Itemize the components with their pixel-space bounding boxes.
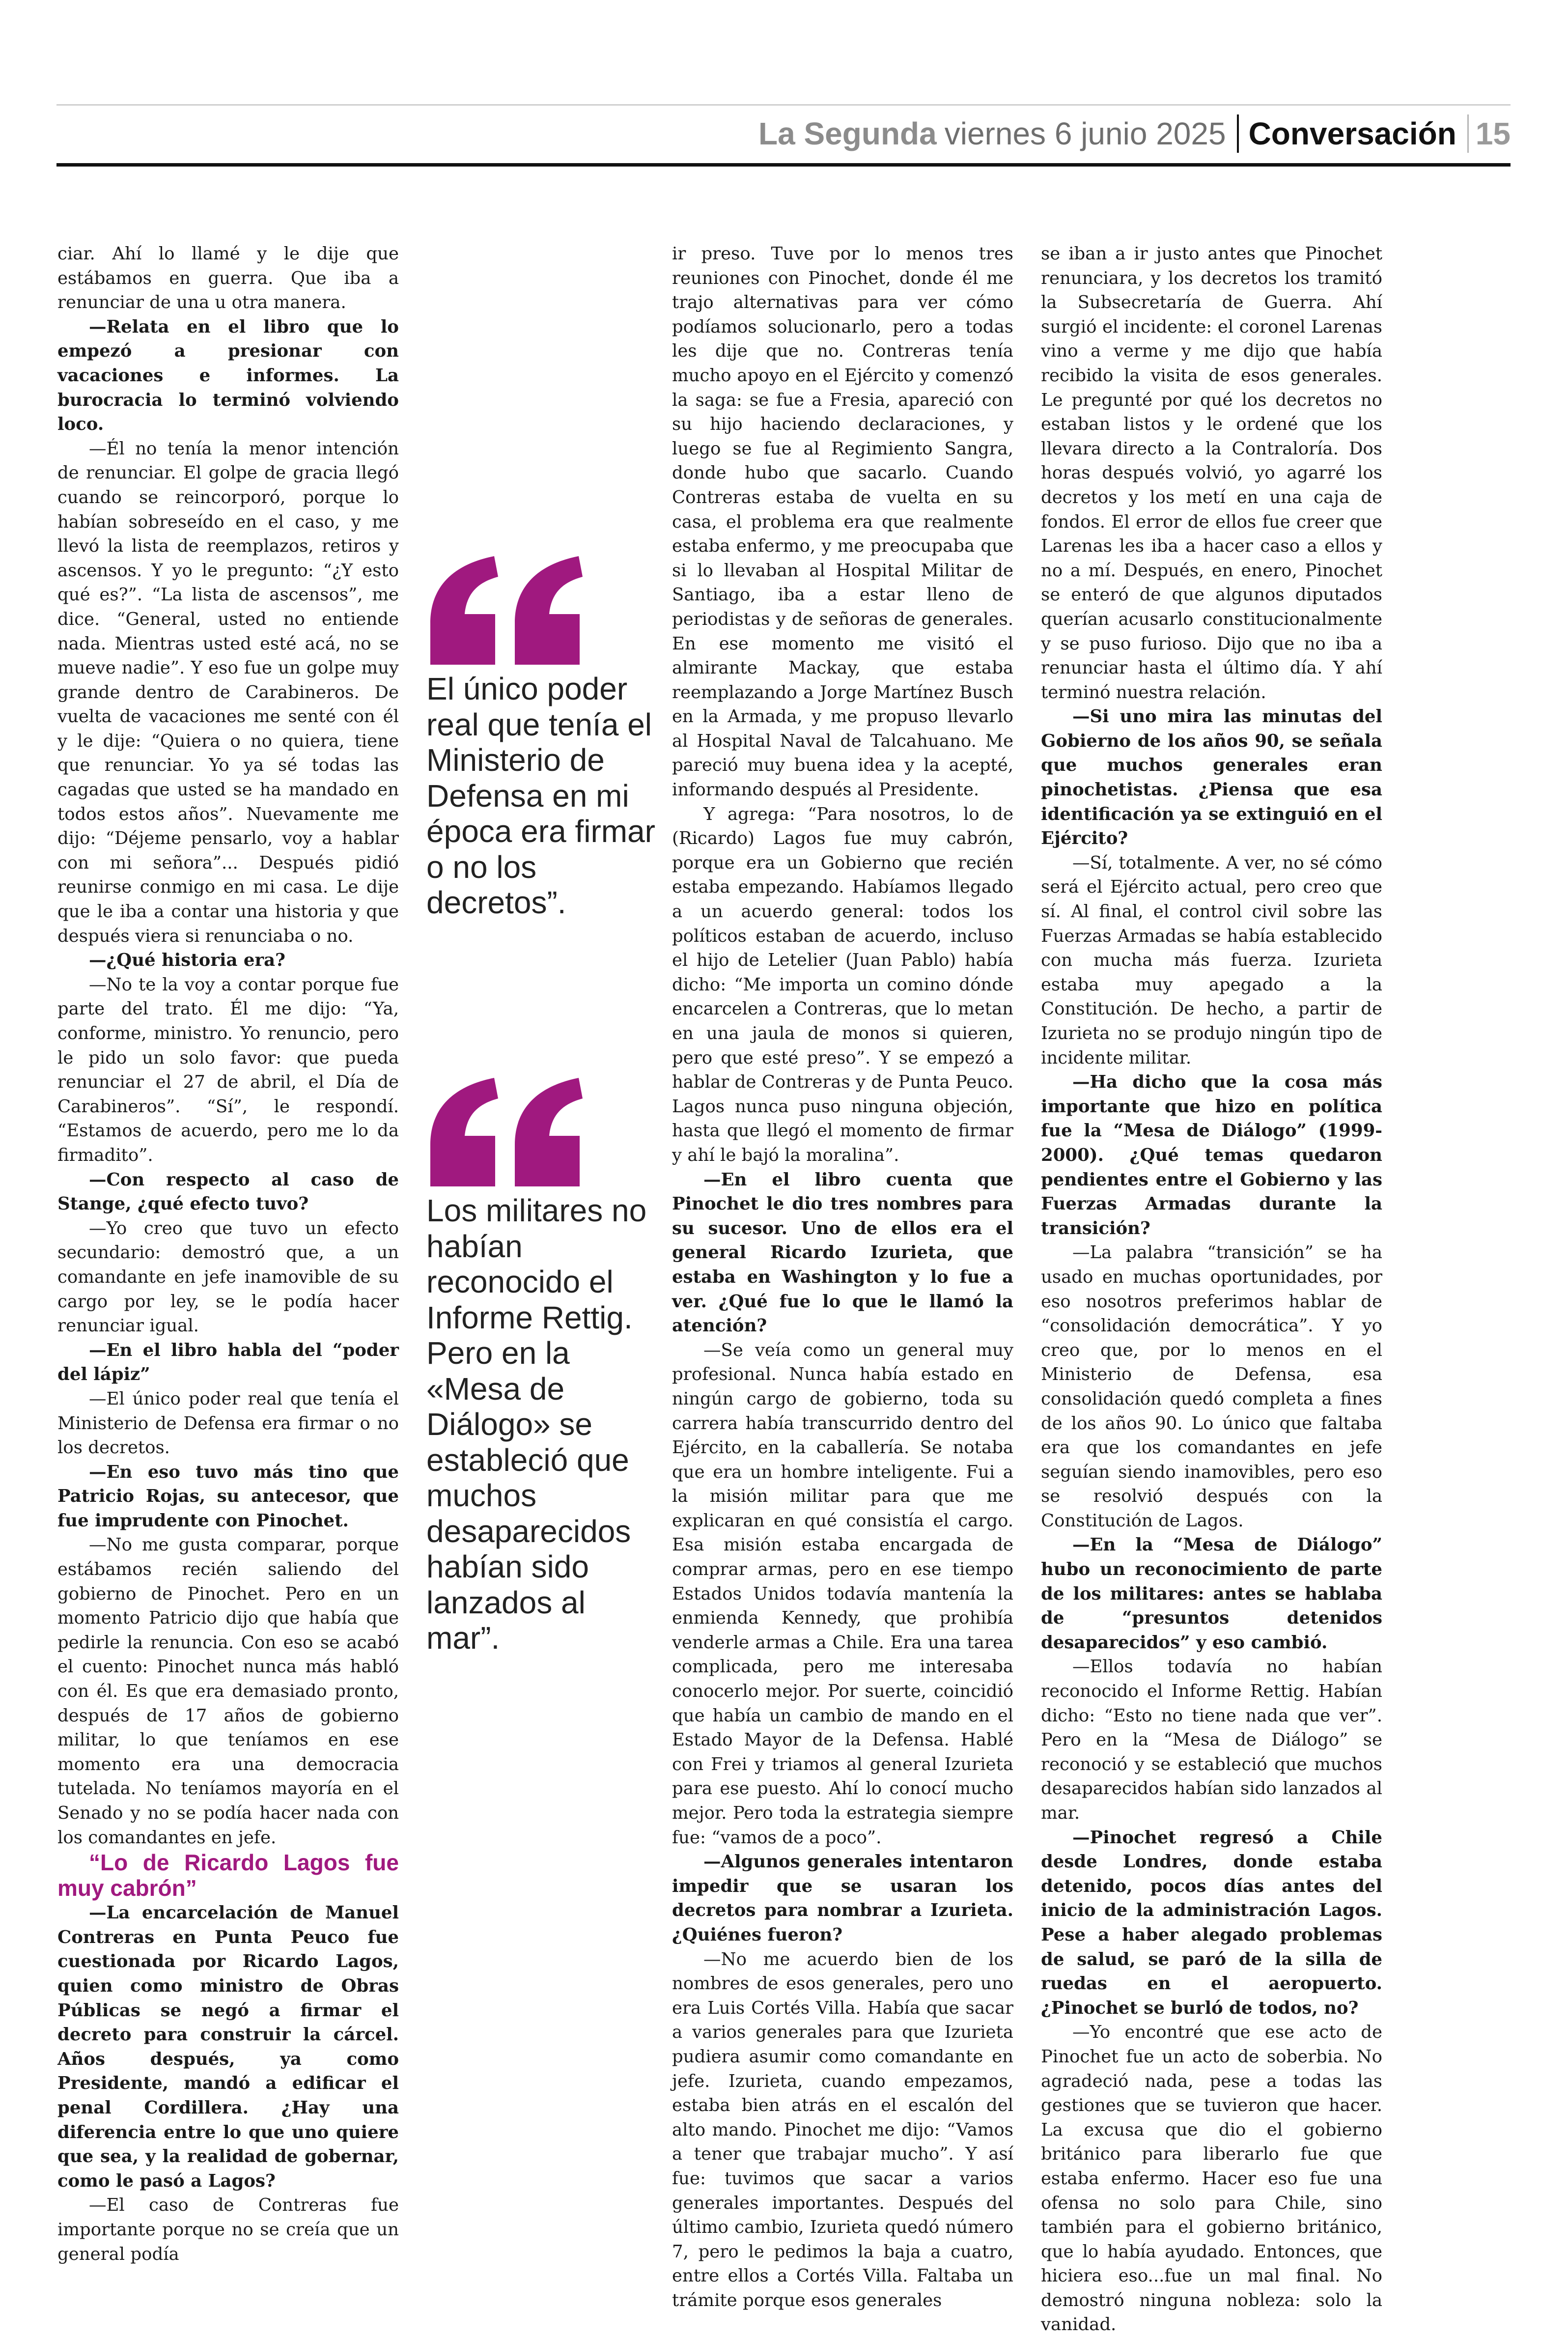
interview-answer: —Yo creo que tuvo un efecto secundario: demostró que, a un comandante en jefe inamovible de su cargo por ley, se le podía hacer renunciar igual. <box>57 1218 399 1336</box>
interview-question: —Con respecto al caso de Stange, ¿qué efecto tuvo? <box>57 1169 399 1214</box>
interview-question: —Algunos generales intentaron impedir que se usaran los decretos para nombrar a Izurieta. ¿Quiénes fueron? <box>672 1852 1013 1945</box>
paragraph: Y agrega: “Para nosotros, lo de (Ricardo) Lagos fue muy cabrón, porque era un Gobierno que recién estaba empezando. Habíamos llegado a un acuerdo general: todos los políticos estaban de acuerdo, incluso el hijo de Letelier (Juan Pablo) había dicho: “Me importa un comino dónde encarcelen a Contreras, que lo metan en una jaula de monos si quieren, pero que esté preso”. Y se empezó a hablar de Contreras y de Punta Peuco. Lagos nunca puso ninguna objeción, hasta que llegó el momento de firmar y ahí le bajó la moralina”. <box>672 804 1013 1165</box>
interview-answer: —La palabra “transición” se ha usado en muchas oportunidades, por eso nosotros preferimos hablar de “consolidación democrática”. Y yo creo que, por lo menos en el Ministerio de Defensa, esa consolidación quedó completa a fines de los años 90. Lo único que faltaba era que los comandantes en jefe seguían siendo inamovibles, pero eso se resolvió después con la Constitución de Lagos. <box>1041 1242 1382 1531</box>
pull-quote-text: Los militares no habían reconocido el Informe Rettig. Pero en la «Mesa de Diálogo» se estableció que muchos desaparecidos habían sido lanzados al mar”. <box>426 1193 647 1656</box>
interview-question: —¿Qué historia era? <box>89 950 285 971</box>
interview-question: —Ha dicho que la cosa más importante que hizo en política fue la “Mesa de Diálogo” (1999-2000). ¿Qué temas quedaron pendientes entre el Gobierno y las Fuerzas Armadas durante la transición? <box>1041 1072 1382 1239</box>
interview-answer: —El caso de Contreras fue importante porque no se creía que un general podía <box>57 2195 399 2264</box>
section-subhead: “Lo de Ricardo Lagos fue muy cabrón” <box>57 1850 399 1901</box>
interview-question: —En eso tuvo más tino que Patricio Rojas, su antecesor, que fue imprudente con Pinochet. <box>57 1462 399 1531</box>
interview-question: —En el libro cuenta que Pinochet le dio tres nombres para su sucesor. Uno de ellos era el general Ricardo Izurieta, que estaba en Washington y lo fue a ver. ¿Qué fue lo que le llamó la atención? <box>672 1169 1013 1336</box>
interview-question: —La encarcelación de Manuel Contreras en Punta Peuco fue cuestionada por Ricardo Lagos, quien como ministro de Obras Públicas se negó a firmar el decreto para construir la cárcel. Años después, ya como Presidente, mandó a edificar el penal Cordillera. ¿Hay una diferencia entre lo que uno quiere que sea, y la realidad de gobernar, como le pasó a Lagos? <box>57 1903 399 2191</box>
interview-question: —Si uno mira las minutas del Gobierno de los años 90, se señala que muchos generales eran pinochetistas. ¿Piensa que esa identificación ya se extinguió en el Ejército? <box>1041 706 1382 849</box>
interview-answer: —Él no tenía la menor intención de renunciar. El golpe de gracia llegó cuando se reincorporó, porque lo habían sobreseído en el caso, y me llevó la lista de reemplazos, retiros y ascensos. Y yo le pregunto: “¿Y esto qué es?”. “La lista de ascensos”, me dice. “General, usted no entiende nada. Mientras usted esté acá, no se mueve nadie”. Y eso fue un golpe muy grande dentro de Carabineros. De vuelta de vacaciones me senté con él y le dije: “Quiera o no quiera, tiene que renunciar. Yo ya sé todas las cagadas que usted se ha mandado en todos estos años”. Nuevamente me dijo: “Déjeme pensarlo, voy a hablar con mi señora”... Después pidió reunirse conmigo en mi casa. Le dije que le iba a contar una historia y que después viera si renunciaba o no. <box>57 438 399 946</box>
pull-quote-text: El único poder real que tenía el Ministerio de Defensa en mi época era firmar o no los decretos”. <box>426 671 655 920</box>
paragraph: ciar. Ahí lo llamé y le dije que estábamos en guerra. Que iba a renunciar de una u otra manera. <box>57 244 399 313</box>
interview-answer: —No te la voy a contar porque fue parte del trato. Él me dijo: “Ya, conforme, ministro. Yo renuncio, pero le pido un solo favor: que pueda renunciar el 27 de abril, el Día de Carabineros”. “Sí”, le respondí. “Estamos de acuerdo, pero me lo da firmadito”. <box>57 974 399 1165</box>
interview-answer: —Yo encontré que ese acto de Pinochet fue un acto de soberbia. No agradeció nada, pese a todas las gestiones que se tuvieron que hacer. La excusa que dio el gobierno británico para liberarlo fue que estaba enfermo. Hacer eso fue una ofensa no solo para Chile, sino también para el gobierno británico, que lo había ayudado. Entonces, que hiciera eso...fue un mal final. No demostró ninguna nobleza: solo la vanidad. <box>1041 2022 1382 2335</box>
page-number: 15 <box>1475 116 1511 151</box>
article-column-3 <box>672 242 1013 2312</box>
paragraph: se iban a ir justo antes que Pinochet renunciara, y los decretos los tramitó la Subsecretaría de Guerra. Ahí surgió el incidente: el coronel Larenas vino a verme y me dijo que había recibido la visita de esos generales. Le pregunté por qué los decretos no estaban listos y le ordené que los llevara directo a la Contraloría. Dos horas después volvió, yo agarré los decretos y los metí en una caja de fondos. El error de ellos fue creer que Larenas les iba a hacer caso a ellos y no a mí. Después, en enero, Pinochet se enteró de que algunos diputados querían acusarlo constitucionalmente y se puso furioso. Dijo que no iba a renunciar hasta el último día. Y ahí terminó nuestra relación. <box>1041 244 1382 703</box>
quote-mark-icon <box>426 1076 588 1189</box>
issue-date: viernes 6 junio 2025 <box>944 116 1226 151</box>
pull-quote-1 <box>426 554 657 921</box>
header-top-rule <box>56 104 1511 106</box>
header-bottom-rule <box>56 163 1511 167</box>
interview-answer: —No me acuerdo bien de los nombres de esos generales, pero uno era Luis Cortés Villa. Había que sacar a varios generales para que Izurieta pudiera asumir como comandante en jefe. Izurieta, cuando empezamos, estaba bien atrás en el escalón del alto mando. Pinochet me dijo: “Vamos a tener que trabajar mucho”. Y así fue: tuvimos que sacar a varios generales importantes. Después del último cambio, Izurieta quedó número 7, pero le pedimos la baja a cuatro, entre ellos a Cortés Villa. Faltaba un trámite porque esos generales <box>672 1949 1013 2310</box>
header-divider <box>1237 114 1239 153</box>
pull-quote-2 <box>426 1076 657 1656</box>
paragraph: ir preso. Tuve por lo menos tres reuniones con Pinochet, donde él me trajo alternativas para ver cómo podíamos solucionarlo, pero a todas les dije que no. Contreras tenía mucho apoyo en el Ejército y comenzó la saga: se fue a Fresia, apareció con su hijo haciendo declaraciones, y luego se fue al Regimiento Sangra, donde hubo que sacarlo. Cuando Contreras estaba de vuelta en su casa, el problema era que realmente estaba enfermo, y me preocupaba que si lo llevaban al Hospital Militar de Santiago, iba a estar lleno de periodistas y de señoras de generales. En ese momento me visitó el almirante Mackay, que estaba reemplazando a Jorge Martínez Busch en la Armada, y me propuso llevarlo al Hospital Naval de Talcahuano. Me pareció muy buena idea y la acepté, informando después al Presidente. <box>672 244 1013 800</box>
quote-mark-icon <box>426 554 588 667</box>
interview-question: —En el libro habla del “poder del lápiz” <box>57 1340 399 1385</box>
interview-answer: —Ellos todavía no habían reconocido el Informe Rettig. Habían dicho: “Esto no tiene nada que ver”. Pero en la “Mesa de Diálogo” se reconoció y se estableció que muchos desaparecidos habían sido lanzados al mar. <box>1041 1657 1382 1823</box>
section-title: Conversación <box>1248 116 1456 151</box>
interview-question: —En la “Mesa de Diálogo” hubo un reconocimiento de parte de los militares: antes se hablaba de “presuntos detenidos desaparecidos” y eso cambió. <box>1041 1535 1382 1653</box>
article-column-1 <box>57 242 399 2266</box>
interview-answer: —Sí, totalmente. A ver, no sé cómo será el Ejército actual, pero creo que sí. Al final, el control civil sobre las Fuerzas Armadas se había establecido con mucha más fuerza. Izurieta estaba muy apegado a la Constitución. De hecho, a partir de Izurieta no se produjo ningún tipo de incidente militar. <box>1041 852 1382 1068</box>
interview-question: —Pinochet regresó a Chile desde Londres, donde estaba detenido, pocos días antes del inicio de la administración Lagos. Pese a haber alegado problemas de salud, se paró de la silla de ruedas en el aeropuerto. ¿Pinochet se burló de todos, no? <box>1041 1827 1382 2018</box>
interview-question: —Relata en el libro que lo empezó a presionar con vacaciones e informes. La burocracia lo terminó volviendo loco. <box>57 316 399 435</box>
header-divider-light <box>1467 114 1469 153</box>
article-column-4 <box>1041 242 1382 2337</box>
newspaper-brand: La Segunda <box>758 116 937 151</box>
interview-answer: —No me gusta comparar, porque estábamos recién saliendo del gobierno de Pinochet. Pero en un momento Patricio dijo que había que pedirle la renuncia. Con eso se acabó el cuento: Pinochet nunca más habló con él. Es que era demasiado pronto, después de 17 años de gobierno militar, lo que teníamos en ese momento era una democracia tutelada. No teníamos mayoría en el Senado y no se podía hacer nada con los comandantes en jefe. <box>57 1535 399 1848</box>
masthead <box>758 109 1511 158</box>
interview-answer: —Se veía como un general muy profesional. Nunca había estado en ningún cargo de gobierno, toda su carrera había transcurrido dentro del Ejército, en la caballería. Se notaba que era un hombre inteligente. Fui a la misión militar para que me explicaran en qué consistía el cargo. Esa misión estaba encargada de comprar armas, pero en ese tiempo Estados Unidos todavía mantenía la enmienda Kennedy, que prohibía venderle armas a Chile. Era una tarea complicada, pero me interesaba conocerlo mejor. Por suerte, coincidió que había un cambio de mando en el Estado Mayor de la Defensa. Hablé con Frei y triamos al general Izurieta para ese puesto. Ahí lo conocí mucho mejor. Pero toda la estrategia siempre fue: “vamos de a poco”. <box>672 1340 1013 1848</box>
interview-answer: —El único poder real que tenía el Ministerio de Defensa era firmar o no los decretos. <box>57 1388 399 1458</box>
